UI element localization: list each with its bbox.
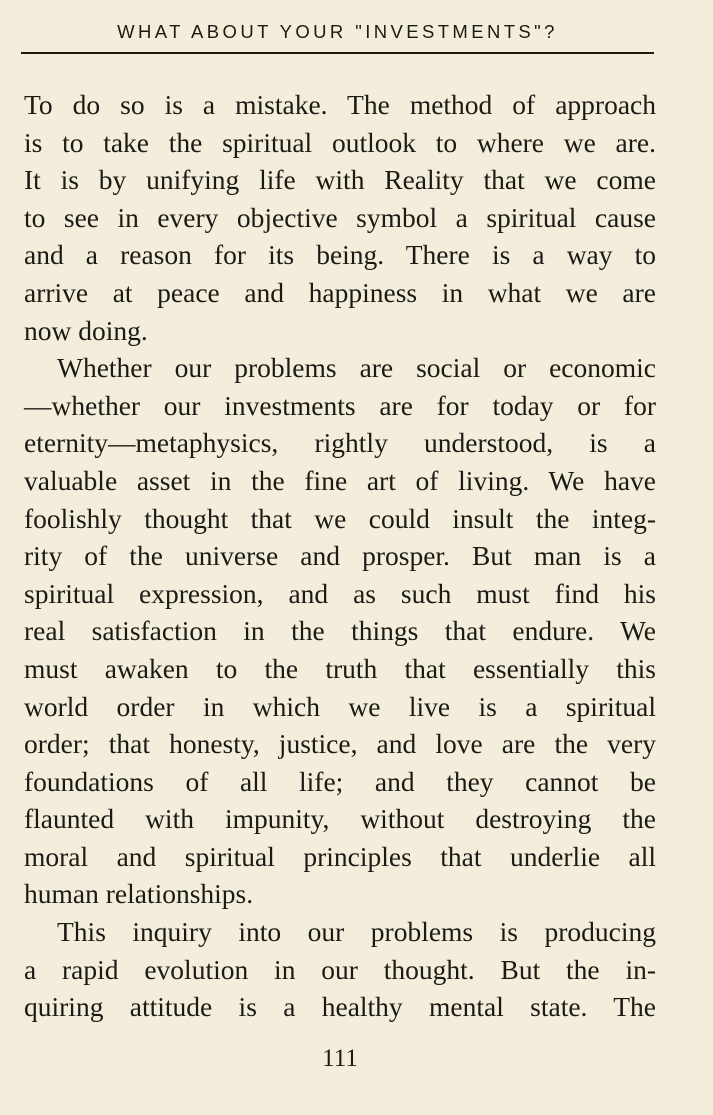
paragraph-1 — [24, 86, 656, 349]
text-line: moral and spiritual principles that underlie all — [24, 840, 656, 872]
page-number: 111 — [322, 1045, 358, 1072]
text-line: a rapid evolution in our thought. But the in- — [24, 953, 656, 985]
text-line: rity of the universe and prosper. But man is a — [24, 540, 656, 572]
text-line: must awaken to the truth that essentially this — [24, 652, 656, 684]
text-line: Whether our problems are social or economic — [57, 352, 656, 384]
text-line: foolishly thought that we could insult the integ- — [24, 502, 656, 534]
paragraph-3 — [24, 913, 656, 1026]
text-line: flaunted with impunity, without destroying the — [24, 803, 656, 835]
text-line: spiritual expression, and as such must find his — [24, 577, 656, 609]
paragraph-2 — [24, 349, 656, 913]
text-line: —whether our investments are for today or for — [24, 389, 656, 421]
header-rule — [21, 52, 654, 54]
text-line: is to take the spiritual outlook to where we are. — [24, 126, 656, 158]
text-line: and a reason for its being. There is a way to — [24, 239, 656, 271]
body-text — [24, 86, 656, 1026]
text-line: quiring attitude is a healthy mental state. The — [24, 991, 656, 1023]
text-line: now doing. — [24, 314, 148, 346]
text-line: It is by unifying life with Reality that we come — [24, 164, 656, 196]
text-line: foundations of all life; and they cannot be — [24, 765, 656, 797]
text-line: real satisfaction in the things that endure. We — [24, 615, 656, 647]
text-line: eternity—metaphysics, rightly understood, is a — [24, 427, 656, 459]
running-head: WHAT ABOUT YOUR "INVESTMENTS"? — [117, 21, 558, 42]
text-line: human relationships. — [24, 878, 254, 910]
text-line: to see in every objective symbol a spiritual cause — [24, 201, 656, 233]
text-line: To do so is a mistake. The method of approach — [24, 89, 656, 120]
text-line: arrive at peace and happiness in what we are — [24, 276, 656, 308]
text-line: This inquiry into our problems is producing — [57, 916, 656, 948]
text-line: order; that honesty, justice, and love are the very — [24, 728, 656, 760]
text-line: valuable asset in the fine art of living. We have — [24, 464, 656, 496]
text-line: world order in which we live is a spiritual — [24, 690, 656, 722]
